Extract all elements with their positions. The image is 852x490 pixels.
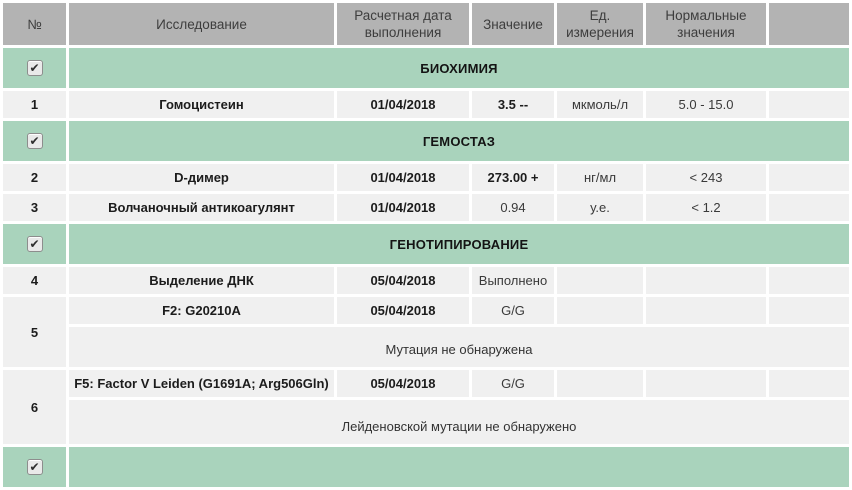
unit-cell: [557, 297, 643, 324]
date-cell: 01/04/2018: [337, 194, 469, 221]
value-cell: 273.00 +: [472, 164, 554, 191]
row-number-cell: 5: [3, 297, 66, 367]
test-name-cell: F2: G20210A: [69, 297, 334, 324]
extra-cell: [769, 370, 849, 397]
section-checkbox-cell: [3, 447, 66, 487]
test-name-cell: F5: Factor V Leiden (G1691A; Arg506Gln): [69, 370, 334, 397]
section-title-cell: [69, 121, 849, 161]
table-row: [3, 91, 849, 118]
col-header-number-label: №: [27, 16, 42, 32]
col-header-date-label: Расчетная дата выполнения: [354, 8, 452, 40]
row-number-cell: 3: [3, 194, 66, 221]
checkmark-icon: ✔: [29, 460, 40, 474]
checkmark-icon: ✔: [29, 134, 40, 148]
col-header-test-label: Исследование: [156, 16, 247, 32]
table-row: [3, 194, 849, 221]
test-name-cell: Гомоцистеин: [69, 91, 334, 118]
col-header-unit: [557, 3, 643, 45]
extra-cell: [769, 297, 849, 324]
test-name-cell: Волчаночный антикоагулянт: [69, 194, 334, 221]
extra-cell: [769, 164, 849, 191]
normal-range-cell: < 243: [646, 164, 766, 191]
date-cell: 05/04/2018: [337, 267, 469, 294]
unit-cell: нг/мл: [557, 164, 643, 191]
normal-range-cell: [646, 267, 766, 294]
section-title-cell: [69, 48, 849, 88]
section-row-hemostasis: [3, 121, 849, 161]
checkmark-icon: ✔: [29, 237, 40, 251]
section-row-partial: [3, 447, 849, 487]
table-row-note: [3, 400, 849, 444]
section-checkbox[interactable]: [27, 459, 43, 475]
normal-range-cell: [646, 297, 766, 324]
section-checkbox[interactable]: [27, 133, 43, 149]
row-number-cell: 2: [3, 164, 66, 191]
section-title: БИОХИМИЯ: [420, 60, 498, 76]
value-cell: Выполнено: [472, 267, 554, 294]
col-header-test: [69, 3, 334, 45]
row-number-cell: 6: [3, 370, 66, 444]
table-header-row: [3, 3, 849, 45]
section-row-biochemistry: [3, 48, 849, 88]
section-title-cell: [69, 224, 849, 264]
test-name-cell: Выделение ДНК: [69, 267, 334, 294]
normal-range-cell: 5.0 - 15.0: [646, 91, 766, 118]
table-row: [3, 297, 849, 324]
value-cell: 3.5 --: [472, 91, 554, 118]
col-header-normal-range: [646, 3, 766, 45]
mutation-note-cell: Лейденовской мутации не обнаружено: [69, 400, 849, 444]
section-title: ГЕНОТИПИРОВАНИЕ: [389, 236, 529, 252]
test-name-cell: D-димер: [69, 164, 334, 191]
table-row: [3, 370, 849, 397]
table-row: [3, 267, 849, 294]
table-row-note: [3, 327, 849, 367]
col-header-unit-label: Ед. измерения: [566, 8, 634, 40]
col-header-normal-range-label: Нормальные значения: [665, 8, 747, 40]
normal-range-cell: < 1.2: [646, 194, 766, 221]
section-checkbox[interactable]: [27, 236, 43, 252]
value-cell: 0.94: [472, 194, 554, 221]
value-cell: G/G: [472, 370, 554, 397]
section-checkbox-cell: [3, 48, 66, 88]
unit-cell: [557, 370, 643, 397]
section-checkbox-cell: [3, 121, 66, 161]
date-cell: 05/04/2018: [337, 370, 469, 397]
section-title: ГЕМОСТАЗ: [422, 133, 496, 149]
mutation-note-cell: Мутация не обнаружена: [69, 327, 849, 367]
extra-cell: [769, 194, 849, 221]
date-cell: 05/04/2018: [337, 297, 469, 324]
col-header-extra: [769, 3, 849, 45]
extra-cell: [769, 91, 849, 118]
col-header-value-label: Значение: [483, 16, 543, 32]
value-cell: G/G: [472, 297, 554, 324]
col-header-number: [3, 3, 66, 45]
unit-cell: [557, 267, 643, 294]
checkmark-icon: ✔: [29, 61, 40, 75]
table-row: [3, 164, 849, 191]
date-cell: 01/04/2018: [337, 164, 469, 191]
normal-range-cell: [646, 370, 766, 397]
section-checkbox-cell: [3, 224, 66, 264]
section-checkbox[interactable]: [27, 60, 43, 76]
row-number-cell: 4: [3, 267, 66, 294]
unit-cell: мкмоль/л: [557, 91, 643, 118]
section-row-genotyping: [3, 224, 849, 264]
extra-cell: [769, 267, 849, 294]
row-number-cell: 1: [3, 91, 66, 118]
section-title-cell: [69, 447, 849, 487]
date-cell: 01/04/2018: [337, 91, 469, 118]
unit-cell: у.е.: [557, 194, 643, 221]
col-header-date: [337, 3, 469, 45]
col-header-value: [472, 3, 554, 45]
